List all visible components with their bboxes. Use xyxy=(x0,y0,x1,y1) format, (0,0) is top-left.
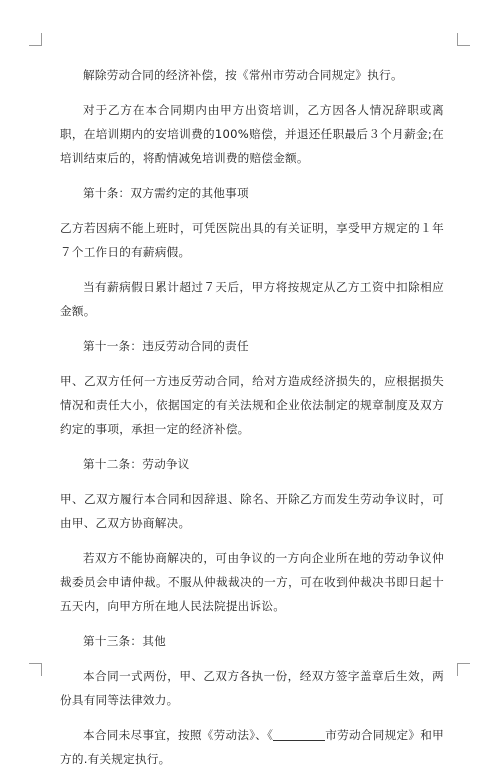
paragraph-severance: 解除劳动合同的经济补偿，按《常州市劳动合同规定》执行。 xyxy=(83,68,403,82)
unresolved-text-before: 本合同未尽事宜，按照《劳动法》、《 xyxy=(83,728,274,742)
paragraph-dispute-arbitration: 若双方不能协商解决的，可由争议的一方向企业所在地的劳动争议仲裁委员会申请仲裁。不服从仲裁裁决的一方，可在收到仲裁决书即日起十五天内，向甲方所在地人民法院提出诉讼。 xyxy=(60,551,444,613)
document-body xyxy=(60,63,444,782)
paragraph-sick-leave: 乙方若因病不能上班时，可凭医院出具的有关证明，享受甲方规定的１年７个工作日的有薪病假。 xyxy=(60,221,444,259)
crop-mark-top-right xyxy=(457,33,470,46)
heading-article-10: 第十条：双方需约定的其他事项 xyxy=(83,186,249,200)
paragraph-contract-copies: 本合同一式两份，甲、乙双方各执一份，经双方签字盖章后生效，两份具有同等法律效力。 xyxy=(60,669,444,707)
crop-mark-bottom-right xyxy=(457,663,470,676)
unresolved-text-after: 市劳动合同规定》和甲方的.有关规定执行。 xyxy=(60,728,444,766)
heading-article-12: 第十二条：劳动争议 xyxy=(83,457,190,471)
crop-mark-top-left xyxy=(29,33,42,46)
paragraph-unresolved-matters xyxy=(60,723,444,771)
fill-in-blank xyxy=(273,728,325,741)
paragraph-training-cost: 对于乙方在本合同期内由甲方出资培训，乙方因各人情况辞职或离职，在培训期内的安培训费的100%赔偿，并退还任职最后３个月薪金;在培训结束后的，将酌情减免培训费的赔偿金额。 xyxy=(60,103,444,165)
paragraph-breach-liability: 甲、乙双方任何一方违反劳动合同，给对方造成经济损失的，应根据损失情况和责任大小，依据国定的有关法规和企业依法制定的规章制度及双方约定的事项，承担一定的经济补偿。 xyxy=(60,374,444,436)
crop-mark-bottom-left xyxy=(29,663,42,676)
paragraph-dispute-negotiation: 甲、乙双方履行本合同和因辞退、除名、开除乙方而发生劳动争议时，可由甲、乙双方协商解决。 xyxy=(60,492,444,530)
paragraph-sick-leave-deduction: 当有薪病假日累计超过７天后，甲方将按规定从乙方工资中扣除相应金额。 xyxy=(60,280,444,318)
heading-article-11: 第十一条：违反劳动合同的责任 xyxy=(83,339,249,353)
heading-article-13: 第十三条：其他 xyxy=(83,634,166,648)
